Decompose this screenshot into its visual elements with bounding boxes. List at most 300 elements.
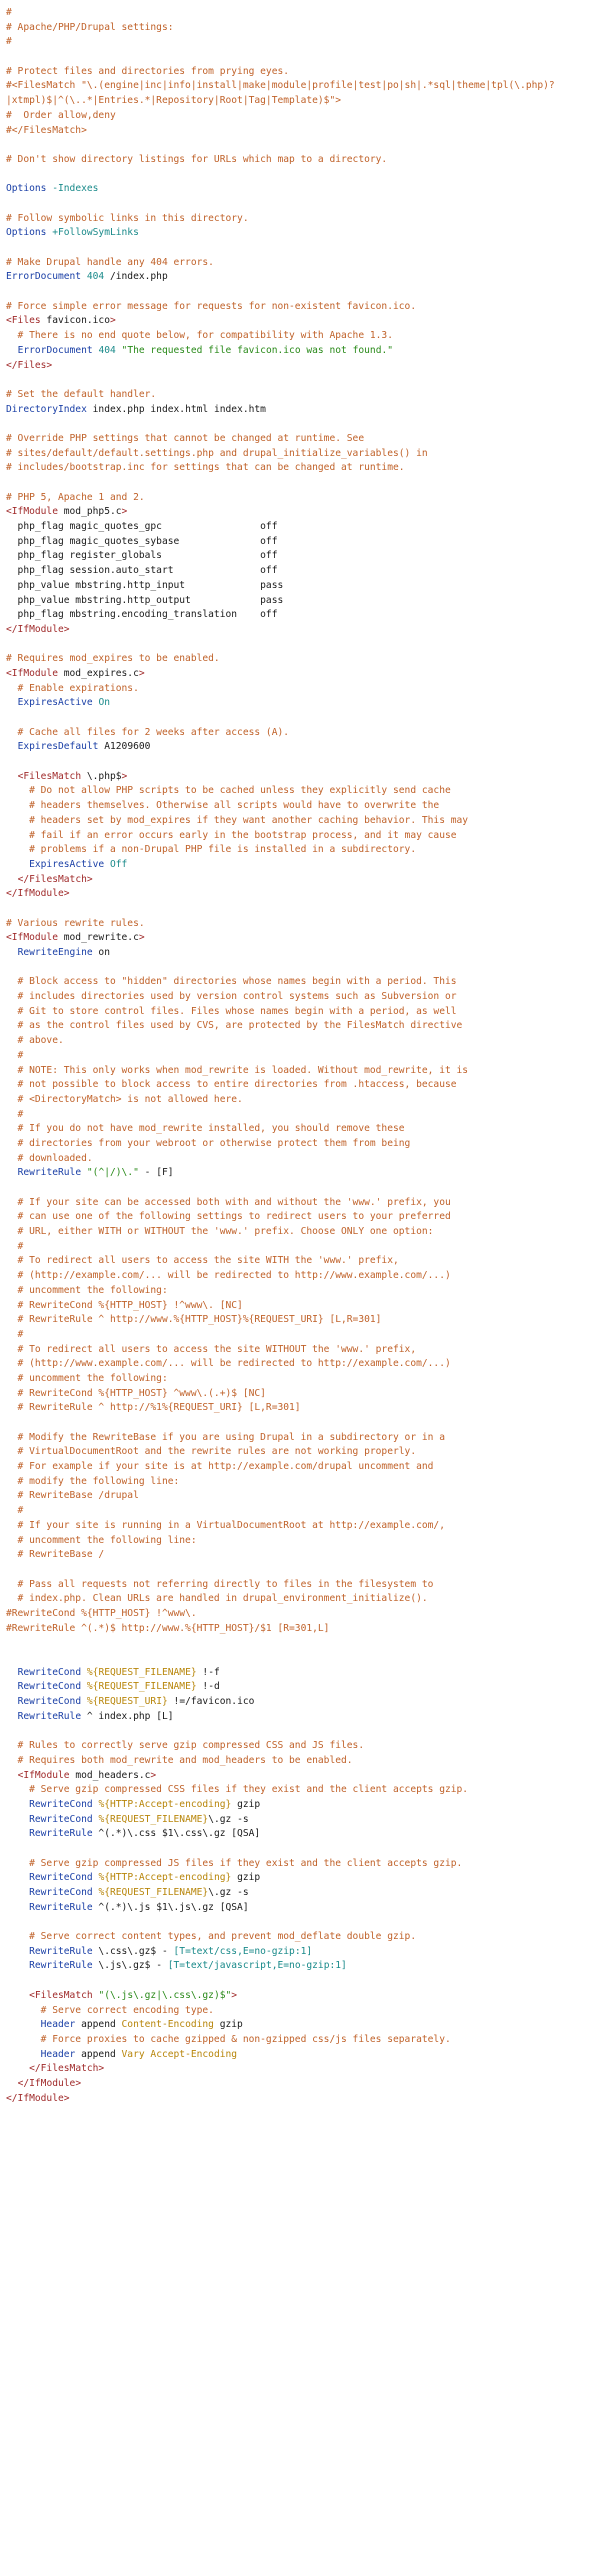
code-line (6, 1636, 600, 1651)
code-line (6, 1387, 600, 1402)
code-line (6, 887, 600, 902)
code-line (6, 1137, 600, 1152)
code-token: # VirtualDocumentRoot and the rewrite rules are not working properly. (6, 1446, 417, 1458)
code-token: php_flag magic_quotes_gpc off (6, 521, 278, 533)
code-token: <IfModule (6, 932, 58, 944)
code-line (6, 1871, 600, 1886)
code-token: 404 (98, 344, 116, 356)
code-token: # Serve gzip compressed CSS files if they exist and the client accepts gzip. (6, 1784, 469, 1796)
code-token: [T=text/javascript,E=no-gzip:1] (167, 1960, 347, 1972)
code-line (6, 168, 600, 183)
code-token: # To redirect all users to access the site WITH the 'www.' prefix, (6, 1255, 399, 1267)
code-token: # index.php. Clean URLs are handled in drupal_environment_initialize(). (6, 1593, 428, 1605)
code-line (6, 843, 600, 858)
code-line (6, 549, 600, 564)
code-token: RewriteRule (29, 1901, 93, 1913)
code-token: # not possible to block access to entire directories from .htaccess, because (6, 1079, 457, 1091)
code-token: RewriteRule (29, 1960, 93, 1972)
code-token: mod_rewrite.c (57, 932, 139, 944)
code-token: \.php$ (81, 770, 122, 782)
code-token: # Protect files and directories from prying eyes. (6, 65, 290, 77)
code-token: # Set the default handler. (6, 388, 157, 400)
code-line (6, 667, 600, 682)
code-token (6, 1770, 18, 1781)
code-line (6, 1460, 600, 1475)
code-line (6, 1475, 600, 1490)
code-token: %{REQUEST_FILENAME} (98, 1887, 209, 1898)
code-line (6, 270, 600, 285)
code-line (6, 1974, 600, 1989)
code-token: # headers themselves. Otherwise all scripts would have to overwrite the (6, 800, 440, 812)
code-token: \.css\.gz$ - (92, 1945, 174, 1957)
code-line (6, 1827, 600, 1842)
code-token: #<FilesMatch "\.(engine|inc|info|install|make|module|profile|test|po|sh|.*sql|theme|tpl(\.php)? (6, 80, 555, 92)
code-line (6, 417, 600, 432)
code-line (6, 1563, 600, 1578)
code-token: # as the control files used by CVS, are protected by the FilesMatch directive (6, 1020, 463, 1032)
code-token: php_flag magic_quotes_sybase off (6, 535, 278, 547)
code-token (6, 1814, 29, 1825)
code-token (6, 1828, 29, 1839)
code-line (6, 432, 600, 447)
code-token: # PHP 5, Apache 1 and 2. (6, 491, 145, 503)
code-line (6, 94, 600, 109)
code-token: # above. (6, 1035, 64, 1047)
code-token: # Do not allow PHP scripts to be cached unless they explicitly send cache (6, 785, 451, 797)
code-token: gzip (231, 1872, 261, 1884)
code-token: # Git to store control files. Files whose names begin with a period, as well (6, 1005, 457, 1017)
code-line (6, 2018, 600, 2033)
code-line (6, 1651, 600, 1666)
code-token: # Follow symbolic links in this directory. (6, 212, 249, 224)
code-line (6, 109, 600, 124)
code-line (6, 1093, 600, 1108)
code-line (6, 931, 600, 946)
code-token (6, 859, 29, 870)
code-line (6, 829, 600, 844)
code-line (6, 197, 600, 212)
code-token (6, 947, 18, 958)
code-token: # RewriteBase / (6, 1549, 105, 1561)
code-token: [T=text/css,E=no-gzip:1] (173, 1945, 313, 1957)
code-token: # (http://example.com/... will be redirected to http://www.example.com/...) (6, 1270, 451, 1282)
code-token: # headers set by mod_expires if they want another caching behavior. This may (6, 814, 469, 826)
code-token: Content-Encoding (121, 2019, 214, 2031)
code-line (6, 1284, 600, 1299)
code-token: RewriteCond (17, 1666, 82, 1678)
code-token: # problems if a non-Drupal PHP file is installed in a subdirectory. (6, 844, 417, 856)
code-line (6, 623, 600, 638)
code-line (6, 182, 600, 197)
code-line (6, 1534, 600, 1549)
code-token (6, 741, 18, 752)
code-token: Accept-Encoding (150, 2048, 238, 2060)
code-token: # Various rewrite rules. (6, 917, 145, 929)
code-line (6, 138, 600, 153)
code-line (6, 638, 600, 653)
code-line (6, 770, 600, 785)
code-token: # can use one of the following settings to redirect users to your preferred (6, 1211, 451, 1223)
code-token: ExpiresDefault (17, 741, 99, 753)
code-token (6, 1667, 18, 1678)
code-line (6, 1592, 600, 1607)
code-token: # NOTE: This only works when mod_rewrite is loaded. Without mod_rewrite, it is (6, 1064, 469, 1076)
code-line (6, 461, 600, 476)
code-token: DirectoryIndex (6, 403, 87, 415)
code-line (6, 1181, 600, 1196)
code-token: # Enable expirations. (6, 682, 139, 694)
code-token: </IfModule> (6, 623, 70, 635)
code-token: Off (109, 858, 128, 870)
code-token: <IfModule (17, 1769, 70, 1781)
code-token: # For example if your site is at http://example.com/drupal uncomment and (6, 1461, 434, 1473)
code-token: RewriteRule (17, 1167, 82, 1179)
code-line (6, 814, 600, 829)
code-line (6, 1401, 600, 1416)
code-line (6, 373, 600, 388)
code-line (6, 1416, 600, 1431)
code-token (6, 2063, 29, 2074)
code-line (6, 564, 600, 579)
code-token (6, 1681, 18, 1692)
code-token: # fail if an error occurs early in the bootstrap process, and it may cause (6, 829, 457, 841)
code-line (6, 1489, 600, 1504)
code-token: %{REQUEST_FILENAME} (98, 1813, 209, 1825)
code-token: ^(.*)\.js $1\.js\.gz [QSA] (92, 1901, 249, 1913)
code-token: #RewriteCond %{HTTP_HOST} !^www\. (6, 1607, 197, 1619)
code-token (6, 1711, 18, 1722)
code-token: # includes directories used by version control systems such as Subversion or (6, 991, 457, 1003)
code-token: ^ index.php [L] (81, 1710, 174, 1722)
code-token: <IfModule (6, 667, 58, 679)
code-line (6, 50, 600, 65)
code-token: # Modify the RewriteBase if you are using Drupal in a subdirectory or in a (6, 1431, 445, 1443)
code-token: append (75, 2019, 122, 2031)
code-line (6, 403, 600, 418)
code-line (6, 359, 600, 374)
code-line (6, 1578, 600, 1593)
code-line (6, 535, 600, 550)
code-token: #RewriteRule ^(.*)$ http://www.%{HTTP_HOST}/$1 [R=301,L] (6, 1622, 330, 1634)
code-token: "(^|/)\." (86, 1167, 139, 1179)
code-token: #</FilesMatch> (6, 124, 87, 136)
code-line (6, 682, 600, 697)
code-token: RewriteCond (29, 1813, 93, 1825)
code-line (6, 1548, 600, 1563)
code-token: </Files> (6, 359, 53, 371)
code-token: ExpiresActive (29, 858, 105, 870)
code-line (6, 1798, 600, 1813)
code-line (6, 1915, 600, 1930)
code-line (6, 1769, 600, 1784)
code-line (6, 388, 600, 403)
code-token: > (121, 506, 128, 518)
code-line (6, 1269, 600, 1284)
code-token (6, 1696, 18, 1707)
code-token: </FilesMatch> (17, 873, 93, 885)
code-line (6, 285, 600, 300)
code-token (6, 1990, 29, 2001)
code-token: favicon.ico (40, 315, 110, 327)
code-token: # To redirect all users to access the site WITHOUT the 'www.' prefix, (6, 1343, 417, 1355)
code-token: On (98, 697, 110, 709)
code-line (6, 1680, 600, 1695)
code-token: > (138, 667, 145, 679)
code-token: # If you do not have mod_rewrite installed, you should remove these (6, 1123, 405, 1135)
code-token: # modify the following line: (6, 1475, 180, 1487)
code-line (6, 579, 600, 594)
code-line (6, 2048, 600, 2063)
code-token: php_flag mbstring.encoding_translation off (6, 609, 278, 621)
code-token: # <DirectoryMatch> is not allowed here. (6, 1093, 243, 1105)
code-line (6, 696, 600, 711)
code-line (6, 1064, 600, 1079)
code-line (6, 1989, 600, 2004)
code-line (6, 2004, 600, 2019)
code-line (6, 1813, 600, 1828)
code-token: </IfModule> (17, 2077, 82, 2089)
code-token: php_value mbstring.http_input pass (6, 579, 284, 591)
code-token: # Force simple error message for requests for non-existent favicon.ico. (6, 300, 417, 312)
code-token: mod_expires.c (57, 667, 139, 679)
code-token (6, 771, 18, 782)
code-line (6, 1695, 600, 1710)
code-line (6, 1842, 600, 1857)
code-line (6, 1666, 600, 1681)
code-token: +FollowSymLinks (52, 227, 139, 239)
code-token: # Serve gzip compressed JS files if they exist and the client accepts gzip. (6, 1857, 463, 1869)
code-token: # Pass all requests not referring directly to files in the filesystem to (6, 1578, 434, 1590)
code-line (6, 2033, 600, 2048)
code-token: # URL, either WITH or WITHOUT the 'www.' prefix. Choose ONLY one option: (6, 1226, 434, 1238)
code-token (6, 1946, 29, 1957)
code-token: \.gz -s (208, 1813, 249, 1825)
code-token (6, 1872, 29, 1883)
code-token: # Force proxies to cache gzipped & non-gzipped css/js files separately. (6, 2033, 451, 2045)
code-line (6, 256, 600, 271)
code-line (6, 1196, 600, 1211)
code-token: <Files (6, 315, 41, 327)
code-token: Options (6, 183, 47, 195)
code-line (6, 35, 600, 50)
code-token: RewriteCond (17, 1681, 82, 1693)
code-line (6, 1372, 600, 1387)
code-line (6, 1622, 600, 1637)
code-token: on (92, 947, 110, 958)
code-token: > (109, 315, 116, 327)
code-token: # (6, 1328, 24, 1340)
code-token: mod_php5.c (57, 506, 122, 518)
code-token: # Serve correct content types, and prevent mod_deflate double gzip. (6, 1931, 417, 1943)
code-token: # RewriteRule ^ http://%1%{REQUEST_URI} [L,R=301] (6, 1402, 301, 1414)
code-token: RewriteCond (29, 1872, 93, 1884)
code-token: php_value mbstring.http_output pass (6, 594, 284, 606)
code-token: # Cache all files for 2 weeks after access (A). (6, 726, 290, 738)
code-line (6, 726, 600, 741)
code-token (6, 697, 18, 708)
code-line (6, 491, 600, 506)
code-line (6, 1166, 600, 1181)
code-token: # (6, 1108, 24, 1120)
code-line (6, 6, 600, 21)
code-token: !=/favicon.ico (167, 1696, 255, 1708)
code-token: <FilesMatch (17, 770, 82, 782)
code-token (6, 2049, 41, 2060)
code-token (6, 2019, 41, 2030)
code-line (6, 2092, 600, 2107)
code-token: gzip (213, 2019, 243, 2031)
code-token: # downloaded. (6, 1152, 93, 1164)
code-token: ErrorDocument (6, 271, 82, 283)
code-line (6, 1930, 600, 1945)
code-line (6, 1754, 600, 1769)
code-token: Header (40, 2048, 76, 2060)
code-token: index.php index.html index.htm (86, 403, 266, 415)
code-token: RewriteCond (17, 1696, 82, 1708)
code-line (6, 652, 600, 667)
code-token: %{REQUEST_FILENAME} (86, 1666, 197, 1678)
code-token: "The requested file favicon.ico was not found." (121, 344, 394, 356)
code-line (6, 1857, 600, 1872)
code-token: "(\.js\.gz|\.css\.gz)$" (98, 1989, 232, 2001)
code-line (6, 226, 600, 241)
code-line (6, 21, 600, 36)
code-token: php_flag session.auto_start off (6, 565, 278, 577)
code-line (6, 1254, 600, 1269)
code-line (6, 858, 600, 873)
code-line (6, 241, 600, 256)
code-token: # Override PHP settings that cannot be changed at runtime. See (6, 432, 365, 444)
code-token: # (6, 1240, 24, 1252)
code-line (6, 1343, 600, 1358)
code-token: Vary (121, 2048, 145, 2060)
code-line (6, 990, 600, 1005)
code-line (6, 1152, 600, 1167)
code-token: # Apache/PHP/Drupal settings: (6, 21, 174, 33)
code-token: # sites/default/default.settings.php and drupal_initialize_variables() in (6, 447, 428, 459)
code-line (6, 520, 600, 535)
code-line (6, 153, 600, 168)
code-token: # Order allow,deny (6, 109, 116, 121)
code-line (6, 946, 600, 961)
code-line (6, 755, 600, 770)
code-line (6, 1034, 600, 1049)
code-token: # RewriteRule ^ http://www.%{HTTP_HOST}%{REQUEST_URI} [L,R=301] (6, 1314, 382, 1326)
code-token: -Indexes (52, 183, 99, 195)
code-token: # (6, 1505, 24, 1517)
code-line (6, 1240, 600, 1255)
code-line (6, 1959, 600, 1974)
code-token: # Requires mod_expires to be enabled. (6, 653, 220, 665)
code-token: # uncomment the following: (6, 1284, 168, 1296)
code-token: 404 (86, 271, 105, 283)
code-line (6, 961, 600, 976)
code-token: append (75, 2048, 122, 2060)
code-line (6, 1313, 600, 1328)
code-token: %{REQUEST_URI} (86, 1696, 168, 1708)
code-token: # (http://www.example.com/... will be redirected to http://example.com/...) (6, 1358, 451, 1370)
code-token: # RewriteBase /drupal (6, 1490, 139, 1502)
code-line (6, 1431, 600, 1446)
code-line (6, 902, 600, 917)
code-line (6, 1122, 600, 1137)
code-token: </IfModule> (6, 888, 70, 900)
code-token: </IfModule> (6, 2092, 70, 2104)
code-line (6, 1739, 600, 1754)
code-token (6, 874, 18, 885)
code-token (6, 2078, 18, 2089)
code-token: # Don't show directory listings for URLs which map to a directory. (6, 153, 388, 165)
code-token: RewriteCond (29, 1798, 93, 1810)
code-token: # (6, 1049, 24, 1061)
code-token: # (6, 36, 12, 48)
code-line (6, 975, 600, 990)
code-token: # Requires both mod_rewrite and mod_headers to be enabled. (6, 1754, 353, 1766)
code-line (6, 1210, 600, 1225)
code-line (6, 917, 600, 932)
code-token: %{REQUEST_FILENAME} (86, 1681, 197, 1693)
code-line (6, 740, 600, 755)
code-token: # directories from your webroot or otherwise protect them from being (6, 1137, 411, 1149)
code-line (6, 314, 600, 329)
code-line (6, 784, 600, 799)
code-line (6, 2077, 600, 2092)
code-line (6, 1519, 600, 1534)
code-token: # Serve correct encoding type. (6, 2004, 214, 2016)
code-token: ExpiresActive (17, 697, 93, 709)
code-token (6, 1887, 29, 1898)
code-token: A1209600 (98, 741, 151, 753)
code-token: /index.php (104, 271, 168, 283)
code-token: ^(.*)\.css $1\.css\.gz [QSA] (92, 1828, 261, 1840)
code-line (6, 1225, 600, 1240)
code-line (6, 65, 600, 80)
code-line (6, 799, 600, 814)
code-line (6, 79, 600, 94)
code-token: </FilesMatch> (29, 2063, 105, 2075)
code-line (6, 1445, 600, 1460)
code-token: # If your site is running in a VirtualDocumentRoot at http://example.com/, (6, 1519, 445, 1531)
code-line (6, 505, 600, 520)
code-token: %{HTTP:Accept-encoding} (98, 1872, 232, 1884)
code-token: # (6, 7, 12, 18)
code-line (6, 711, 600, 726)
code-line (6, 212, 600, 227)
code-token: RewriteEngine (17, 947, 93, 958)
code-line (6, 124, 600, 139)
code-line (6, 1328, 600, 1343)
code-token: <FilesMatch (29, 1989, 93, 2001)
code-token: > (231, 1989, 238, 2001)
code-line (6, 1019, 600, 1034)
code-line (6, 1710, 600, 1725)
code-line (6, 1049, 600, 1064)
code-line (6, 1886, 600, 1901)
code-line (6, 1108, 600, 1123)
code-line (6, 2062, 600, 2077)
code-token: !-d (196, 1681, 220, 1693)
code-token: # uncomment the following line: (6, 1534, 197, 1546)
code-token: RewriteRule (17, 1710, 82, 1722)
code-line (6, 1005, 600, 1020)
code-token: ErrorDocument (17, 344, 93, 356)
code-token: php_flag register_globals off (6, 550, 278, 562)
code-line (6, 1724, 600, 1739)
code-token (6, 1799, 29, 1810)
code-token: Options (6, 227, 47, 239)
code-line (6, 608, 600, 623)
code-token: - [F] (138, 1167, 174, 1179)
